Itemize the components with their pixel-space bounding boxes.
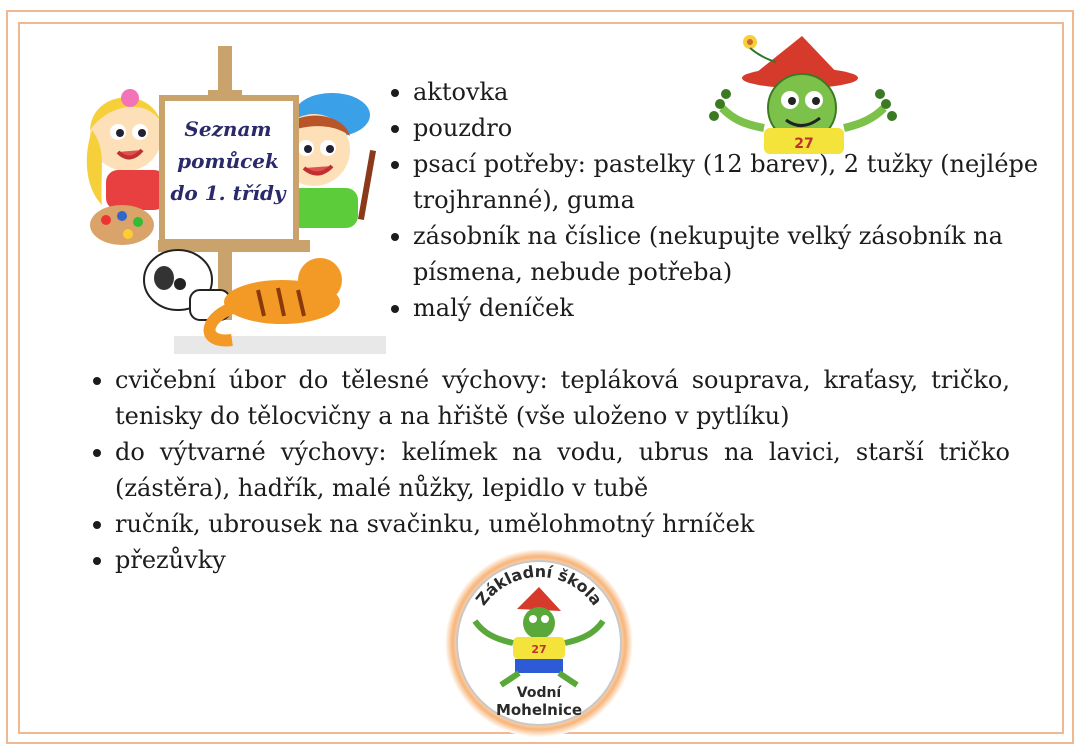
supplies-list-bottom (115, 362, 1010, 578)
easel-text-line1: Seznam (184, 117, 272, 141)
logo-shirt-number: 27 (531, 643, 547, 656)
list-item: malý deníček (413, 290, 1053, 326)
list-item: přezůvky (115, 542, 1010, 578)
easel-text-line2: pomůcek (177, 149, 279, 173)
list-item: cvičební úbor do tělesné výchovy: tepláková souprava, kraťasy, tričko, tenisky do tělocvičny a na hřiště (vše uloženo v pytlíku) (115, 362, 1010, 434)
mascot-shirt-number: 27 (794, 136, 814, 152)
easel-kids-illustration (82, 40, 386, 354)
logo-bottom-text-2: Mohelnice (495, 701, 583, 719)
school-logo (443, 547, 635, 739)
list-item: zásobník na číslice (nekupujte velký zásobník na písmena, nebude potřeba) (413, 218, 1053, 290)
list-item: pouzdro (413, 110, 1053, 146)
list-item: aktovka (413, 74, 1053, 110)
supplies-list-top (413, 74, 1053, 326)
logo-bottom-text-1: Vodní (516, 685, 562, 701)
easel-text-line3: do 1. třídy (170, 181, 286, 205)
list-item: do výtvarné výchovy: kelímek na vodu, ubrus na lavici, starší tričko (zástěra), hadřík, malé nůžky, lepidlo v tubě (115, 434, 1010, 506)
list-item: ručník, ubrousek na svačinku, umělohmotný hrníček (115, 506, 1010, 542)
list-item: psací potřeby: pastelky (12 barev), 2 tužky (nejlépe trojhranné), guma (413, 146, 1053, 218)
logo-top-text: Základní škola (471, 561, 607, 610)
